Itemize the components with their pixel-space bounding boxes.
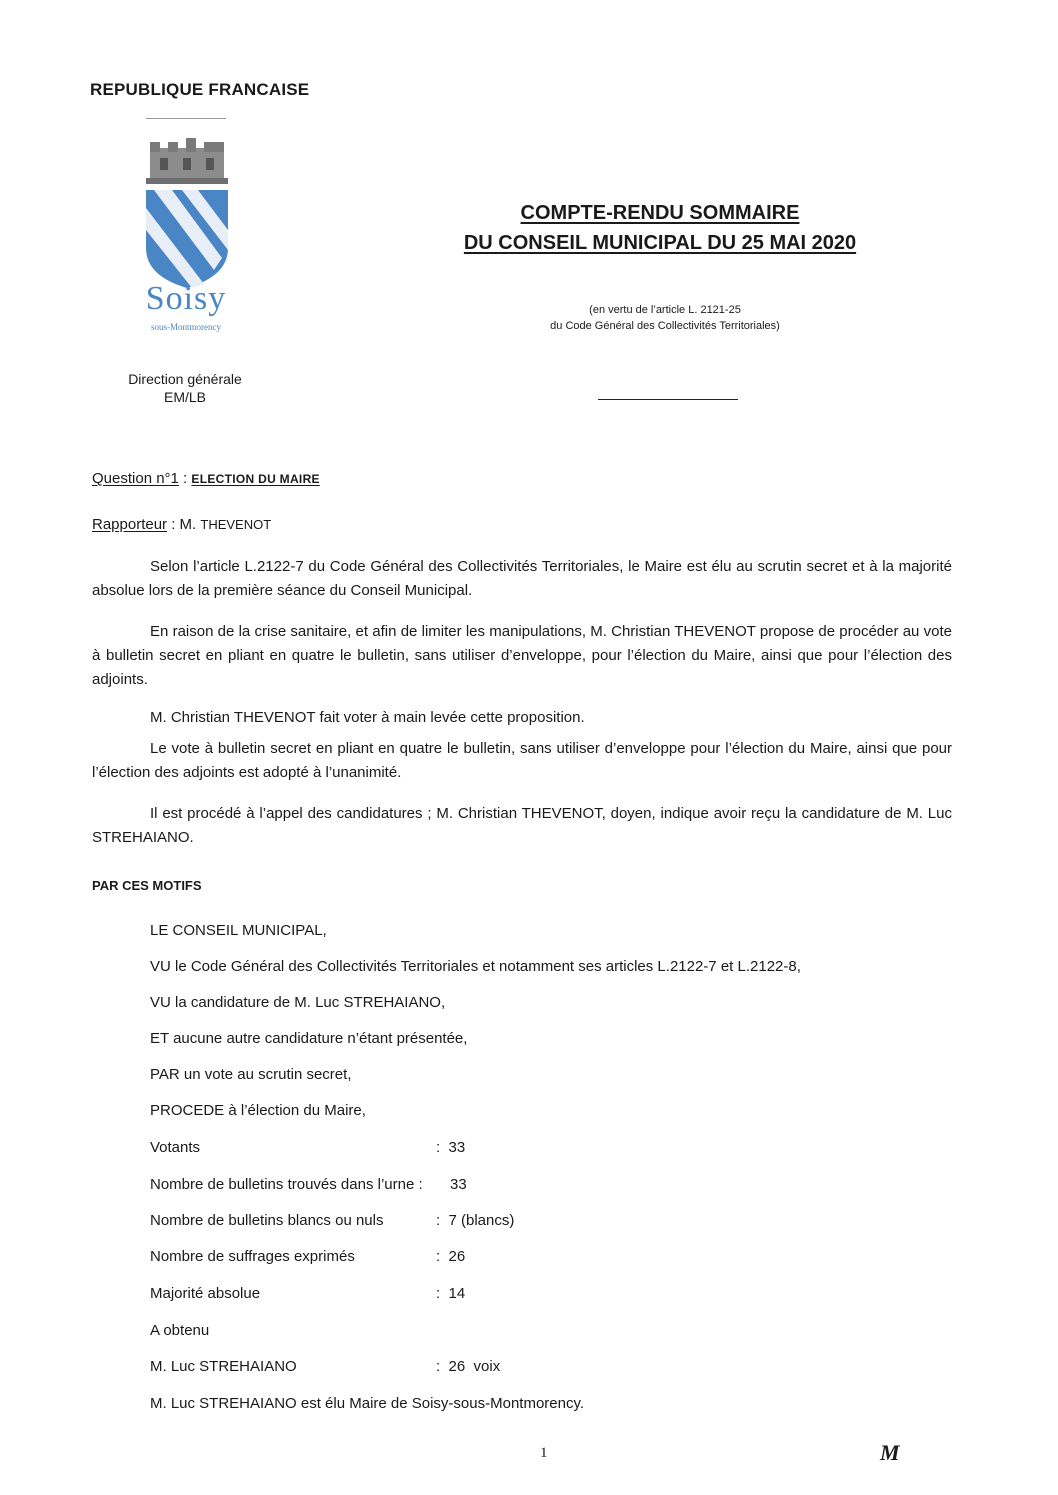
paragraph: Selon l’article L.2122-7 du Code Général des Collectivités Territoriales, le Maire est élu au scrutin secret et à la majorité absolue lors de la première séance du Conseil Municipal.	[92, 558, 952, 599]
handwritten-initials: M	[880, 1440, 900, 1465]
title-divider	[598, 399, 738, 400]
legal-line-1: (en vertu de l’article L. 2121-25	[589, 304, 741, 316]
motifs-line: VU la candidature de M. Luc STREHAIANO,	[150, 994, 446, 1011]
republique-heading: REPUBLIQUE FRANCAISE	[90, 80, 310, 99]
direction-initials: EM/LB	[163, 389, 206, 405]
result-label: Nombre de suffrages exprimés	[150, 1248, 355, 1265]
result-value: : 26	[436, 1248, 466, 1265]
paragraph: M. Christian THEVENOT fait voter à main levée cette proposition.	[150, 709, 585, 726]
motifs-line: VU le Code Général des Collectivités Territoriales et notamment ses articles L.2122-7 et L.2122-8,	[150, 958, 801, 975]
result-label: Nombre de bulletins trouvés dans l’urne :	[150, 1176, 423, 1193]
question-heading	[92, 470, 320, 487]
election-conclusion: M. Luc STREHAIANO est élu Maire de Soisy-sous-Montmorency.	[150, 1395, 585, 1412]
result-label: Nombre de bulletins blancs ou nuls	[150, 1212, 384, 1229]
question-subject: ELECTION DU MAIRE	[191, 472, 320, 486]
motifs-line: PAR un vote au scrutin secret,	[150, 1066, 352, 1083]
result-value: : 14	[436, 1285, 466, 1302]
candidate-name: M. Luc STREHAIANO	[150, 1358, 297, 1375]
candidate-votes: : 26 voix	[436, 1358, 501, 1375]
motifs-line: ET aucune autre candidature n’étant présentée,	[150, 1030, 468, 1047]
title-line-2: DU CONSEIL MUNICIPAL DU 25 MAI 2020	[463, 232, 857, 254]
obtained-label: A obtenu	[150, 1322, 210, 1339]
result-label: Majorité absolue	[150, 1285, 261, 1302]
document-title	[380, 198, 940, 258]
title-line-1: COMPTE-RENDU SOMMAIRE	[520, 202, 800, 224]
question-separator: :	[178, 470, 192, 487]
legal-line-2: du Code Général des Collectivités Territoriales)	[550, 320, 780, 332]
direction-line: Direction générale	[128, 371, 242, 387]
paragraph: Le vote à bulletin secret en pliant en quatre le bulletin, sans utiliser d’enveloppe pour l’élection du Maire, ainsi que pour l’élection des adjoints est adopté à l’unanimité.	[92, 740, 952, 781]
logo-subtitle: sous-Montmorency	[151, 322, 221, 332]
motifs-line: PROCEDE à l’élection du Maire,	[150, 1102, 366, 1119]
question-label: Question n°1	[92, 470, 179, 487]
rapporteur-separator: : M.	[167, 516, 201, 533]
rapporteur-label: Rapporteur	[92, 516, 168, 533]
result-value: 33	[450, 1176, 467, 1193]
result-label: Votants	[150, 1139, 201, 1156]
legal-reference	[470, 302, 860, 334]
logo-wordmark: Soisy	[145, 280, 227, 317]
result-value: : 7 (blancs)	[436, 1212, 515, 1229]
result-value: : 33	[436, 1139, 466, 1156]
paragraph: Il est procédé à l’appel des candidatures ; M. Christian THEVENOT, doyen, indique avoir reçu la candidature de M. Luc STREHAIANO.	[92, 805, 952, 846]
rapporteur-line	[92, 516, 271, 533]
motifs-line: LE CONSEIL MUNICIPAL,	[150, 922, 327, 939]
logo-divider	[146, 118, 226, 119]
page-number: 1	[540, 1445, 548, 1461]
paragraph: En raison de la crise sanitaire, et afin de limiter les manipulations, M. Christian THEVENOT propose de procéder au vote à bulletin secret en pliant en quatre le bulletin, sans utiliser d’enveloppe, pour l’élection du Maire, ainsi que pour l’élection des adjoints.	[92, 623, 952, 688]
direction-block	[110, 370, 260, 406]
motifs-heading: PAR CES MOTIFS	[92, 878, 202, 893]
rapporteur-name: THEVENOT	[200, 517, 272, 532]
